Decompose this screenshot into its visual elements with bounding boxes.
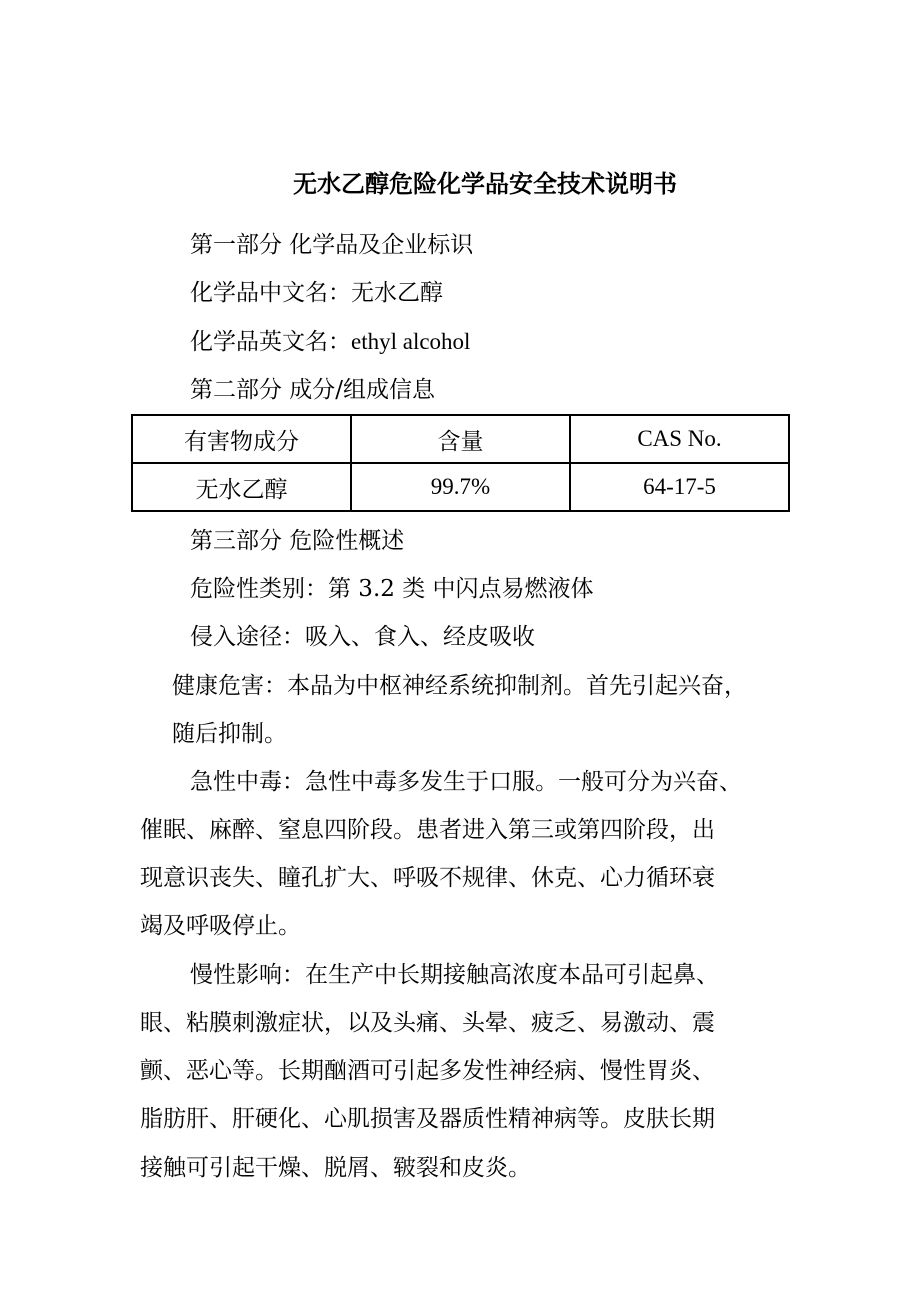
chronic-effect-line: 脂肪肝、肝硬化、心肌损害及器质性精神病等。皮肤长期: [140, 1106, 715, 1132]
acute-poisoning-line: 急性中毒：急性中毒多发生于口服。一般可分为兴奋、: [190, 769, 742, 795]
health-hazard-line: 健康危害：本品为中枢神经系统抑制剂。首先引起兴奋，: [172, 673, 747, 699]
section1-heading: 第一部分 化学品及企业标识: [190, 232, 474, 258]
cell-content: 99.7%: [351, 463, 570, 511]
chemical-en-name: [190, 325, 470, 359]
cell-component: 无水乙醇: [132, 463, 351, 511]
entry-route: 侵入途径：吸入、食入、经皮吸收: [190, 624, 535, 650]
header-component: 有害物成分: [132, 415, 351, 463]
chronic-effect-line: 接触可引起干燥、脱屑、皲裂和皮炎。: [140, 1155, 531, 1181]
en-name-value: ethyl alcohol: [351, 329, 471, 354]
en-name-label: 化学品英文名：: [190, 329, 351, 355]
table-header-row: [132, 415, 789, 463]
chemical-cn-name: 化学品中文名：无水乙醇: [190, 280, 443, 306]
chronic-effect-line: 眼、粘膜刺激症状，以及头痛、头晕、疲乏、易激动、震: [140, 1010, 715, 1036]
chronic-effect-line: 慢性影响：在生产中长期接触高浓度本品可引起鼻、: [190, 962, 719, 988]
health-hazard-line: 随后抑制。: [172, 721, 287, 747]
header-content: 含量: [351, 415, 570, 463]
section2-heading: 第二部分 成分/组成信息: [190, 377, 436, 403]
composition-table: [131, 414, 790, 512]
header-cas: CAS No.: [570, 415, 789, 463]
hazard-class: 危险性类别：第 3.2 类 中闪点易燃液体: [190, 576, 594, 602]
cell-cas: 64-17-5: [570, 463, 789, 511]
document-title: 无水乙醇危险化学品安全技术说明书: [293, 169, 677, 198]
table-row: [132, 463, 789, 511]
chronic-effect-line: 颤、恶心等。长期酗酒可引起多发性神经病、慢性胃炎、: [140, 1058, 715, 1084]
acute-poisoning-line: 催眠、麻醉、窒息四阶段。患者进入第三或第四阶段，出: [140, 817, 715, 843]
acute-poisoning-line: 现意识丧失、瞳孔扩大、呼吸不规律、休克、心力循环衰: [140, 865, 715, 891]
acute-poisoning-line: 竭及呼吸停止。: [140, 913, 301, 939]
section3-heading: 第三部分 危险性概述: [190, 528, 405, 554]
